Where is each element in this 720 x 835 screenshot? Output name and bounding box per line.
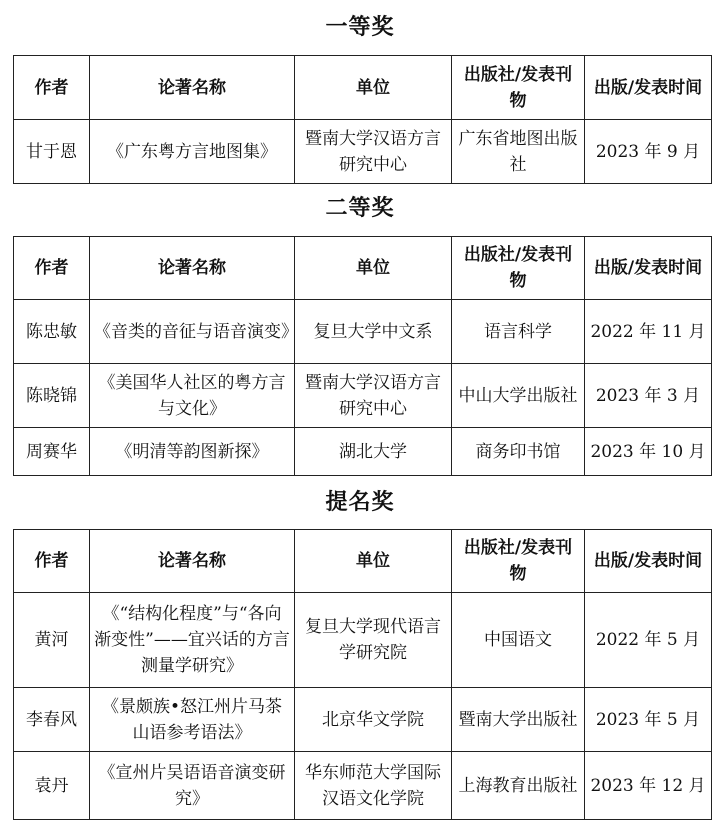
table-header-row [14, 237, 712, 300]
second-prize-table [13, 236, 712, 476]
header-publisher: 出版社/发表刊物 [452, 530, 585, 593]
cell-publisher: 上海教育出版社 [452, 752, 585, 820]
cell-title: 《宣州片吴语语音演变研究》 [90, 752, 295, 820]
table-row [14, 300, 712, 364]
table-row [14, 428, 712, 476]
cell-unit: 湖北大学 [295, 428, 452, 476]
cell-unit: 复旦大学中文系 [295, 300, 452, 364]
cell-author: 周赛华 [14, 428, 90, 476]
cell-publisher: 中国语文 [452, 593, 585, 688]
cell-date: 2023 年 10 月 [585, 428, 712, 476]
cell-title: 《明清等韵图新探》 [90, 428, 295, 476]
cell-publisher: 语言科学 [452, 300, 585, 364]
cell-publisher: 广东省地图出版社 [452, 120, 585, 184]
table-row [14, 120, 712, 184]
cell-unit: 暨南大学汉语方言研究中心 [295, 364, 452, 428]
cell-author: 袁丹 [14, 752, 90, 820]
cell-date: 2023 年 3 月 [585, 364, 712, 428]
header-author: 作者 [14, 530, 90, 593]
header-title: 论著名称 [90, 56, 295, 120]
cell-author: 甘于恩 [14, 120, 90, 184]
cell-title: 《景颇族•怒江州片马茶山语参考语法》 [90, 688, 295, 752]
cell-title: 《“结构化程度”与“各向渐变性”——宜兴话的方言测量学研究》 [90, 593, 295, 688]
cell-author: 陈晓锦 [14, 364, 90, 428]
cell-unit: 复旦大学现代语言学研究院 [295, 593, 452, 688]
cell-date: 2022 年 11 月 [585, 300, 712, 364]
header-publisher: 出版社/发表刊物 [452, 56, 585, 120]
cell-date: 2022 年 5 月 [585, 593, 712, 688]
header-unit: 单位 [295, 237, 452, 300]
header-publisher: 出版社/发表刊物 [452, 237, 585, 300]
header-date: 出版/发表时间 [585, 530, 712, 593]
cell-author: 陈忠敏 [14, 300, 90, 364]
cell-title: 《音类的音征与语音演变》 [90, 300, 295, 364]
cell-title: 《美国华人社区的粤方言与文化》 [90, 364, 295, 428]
cell-publisher: 暨南大学出版社 [452, 688, 585, 752]
table-row [14, 752, 712, 820]
table-row [14, 593, 712, 688]
header-date: 出版/发表时间 [585, 237, 712, 300]
cell-unit: 暨南大学汉语方言研究中心 [295, 120, 452, 184]
cell-date: 2023 年 5 月 [585, 688, 712, 752]
header-date: 出版/发表时间 [585, 56, 712, 120]
header-author: 作者 [14, 237, 90, 300]
cell-unit: 华东师范大学国际汉语文化学院 [295, 752, 452, 820]
first-prize-table [13, 55, 712, 184]
header-title: 论著名称 [90, 237, 295, 300]
section-title-nomination: 提名奖 [325, 490, 395, 515]
table-row [14, 364, 712, 428]
header-author: 作者 [14, 56, 90, 120]
section-title-first-prize: 一等奖 [325, 15, 395, 40]
header-title: 论著名称 [90, 530, 295, 593]
cell-publisher: 商务印书馆 [452, 428, 585, 476]
cell-title: 《广东粤方言地图集》 [90, 120, 295, 184]
cell-publisher: 中山大学出版社 [452, 364, 585, 428]
table-header-row [14, 530, 712, 593]
cell-unit: 北京华文学院 [295, 688, 452, 752]
cell-date: 2023 年 12 月 [585, 752, 712, 820]
cell-date: 2023 年 9 月 [585, 120, 712, 184]
table-row [14, 688, 712, 752]
cell-author: 黄河 [14, 593, 90, 688]
header-unit: 单位 [295, 530, 452, 593]
cell-author: 李春风 [14, 688, 90, 752]
nomination-table [13, 529, 712, 820]
table-header-row [14, 56, 712, 120]
header-unit: 单位 [295, 56, 452, 120]
section-title-second-prize: 二等奖 [325, 196, 395, 221]
